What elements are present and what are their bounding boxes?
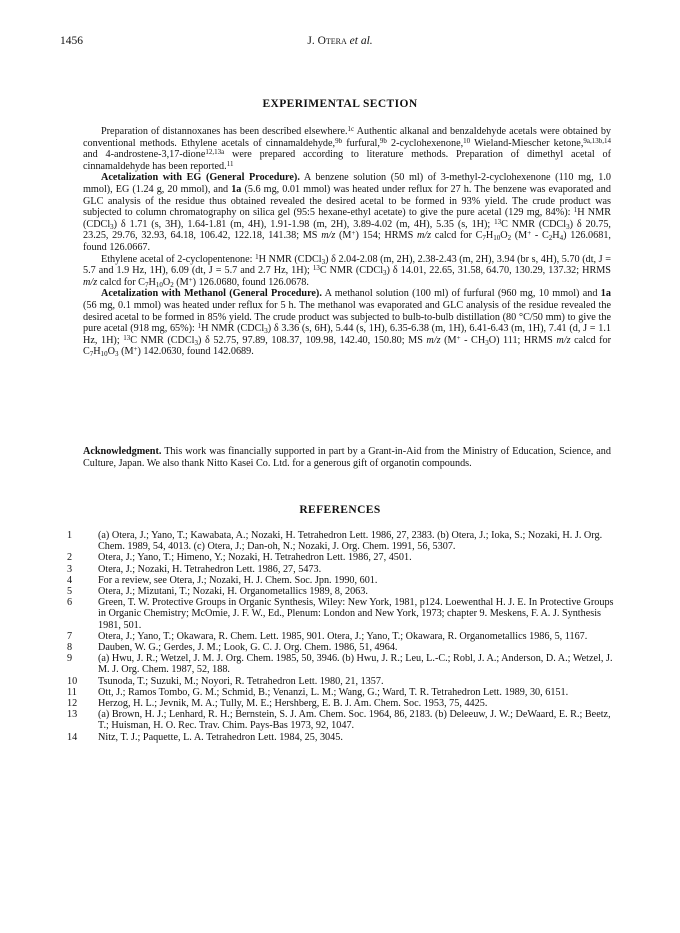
reference-number: 13 [67, 709, 78, 721]
reference-text: Otera, J.; Nozaki, H. Tetrahedron Lett. 1986, 27, 5473. [98, 563, 322, 575]
reference-item [67, 631, 617, 642]
reference-number: 3 [67, 563, 73, 575]
page-number: 1456 [60, 35, 83, 47]
reference-text: Nitz, T. J.; Paquette, L. A. Tetrahedron Lett. 1984, 25, 3045. [98, 731, 343, 743]
reference-text: Green, T. W. Protective Groups in Organic Synthesis, Wiley: New York, 1981, p124. Loewenthal H. J. E. In Protective Groups in Organic Chemistry; McOmie, J. F. W., Ed., Plenum: London and New York, 1973; chapter 9. Meskens, F. A. J. Synthesis 1981, 501. [98, 597, 614, 631]
reference-text: (a) Hwu, J. R.; Wetzel, J. M. J. Org. Chem. 1985, 50, 3946. (b) Hwu, J. R.; Leu, L.-C.; Robl, J. A.; Anderson, D. A.; Wetzel, J. M. J. Org. Chem. 1987, 52, 188. [98, 653, 613, 676]
reference-text: For a review, see Otera, J.; Nozaki, H. J. Chem. Soc. Jpn. 1990, 601. [98, 574, 378, 586]
running-title-suffix: et al. [349, 35, 373, 47]
paragraph-acetalization-methanol: Acetalization with Methanol (General Procedure). A methanol solution (100 ml) of furfural (960 mg, 10 mmol) and 1a (56 mg, 0.1 mmol) was heated under reflux for 5 h. The methanol was evaporated and GLC analysis of the residue revealed the desired acetal to be formed in 85% yield. The crude product was subjected to bulb-to-bulb distillation (80 °C/50 mm) to give the pure acetal (918 mg, 65%): $^1$H NMR (CDCl$_3$) δ 3.36 (s, 6H), 5.44 (s, 1H), 6.35-6.38 (m, 1H), 6.41-6.43 (m, 1H), 7.41 (d, J = 1.1 Hz, 1H); $^{13}$C NMR (CDCl$_3$) δ 52.75, 97.89, 108.37, 109.98, 142.40, 150.80; MS m/z $(M^+ - CH_3O)$ 111; HRMS m/z calcd for $C_7H_{10}O_3$ (M+) 142.0630, found 142.0689. [83, 288, 612, 359]
reference-text: (a) Brown, H. J.; Lenhard, R. H.; Bernstein, S. J. Am. Chem. Soc. 1964, 86, 2183. (b) Deleeuw, J. W.; DeWaard, E. R.; Beetz, T.; Huisman, H. O. Rec. Trav. Chim. Pays-Bas 1973, 92, 1047. [98, 709, 611, 732]
reference-number: 4 [67, 574, 73, 586]
reference-number: 2 [67, 552, 73, 564]
paragraph-preparation: Preparation of distannoxanes has been described elsewhere.$^{1c}$ Authentic alkanal and benzaldehyde acetals were obtained by conventional methods. Ethylene acetals of cinnamaldehyde,$^{9b}$ furfural,$^{9b}$ 2-cyclohexenone,$^{10}$ Wieland-Miescher ketone,$^{9a,13b,14}$ and 4-androstene-3,17-dione$^{12,13a}$ were prepared according to literature methods. Preparation of dimethyl acetal of cinnamaldehyde has been reported.$^{11}$ [83, 125, 612, 172]
references-title: REFERENCES [299, 504, 381, 516]
reference-text: (a) Otera, J.; Yano, T.; Kawabata, A.; Nozaki, H. Tetrahedron Lett. 1986, 27, 2383. (b) Otera, J.; Ioka, S.; Nozaki, H. J. Org. Chem. 1989, 54, 4013. (c) Otera, J.; Dan-oh, N.; Nozaki, J. Org. Chem. 1991, 56, 5307. [98, 530, 603, 553]
reference-number: 8 [67, 642, 73, 654]
running-title [0, 35, 680, 47]
reference-number: 14 [67, 731, 78, 743]
reference-text: Otera, J.; Mizutani, T.; Nozaki, H. Organometallics 1989, 8, 2063. [98, 586, 368, 598]
acknowledgment: Acknowledgment. This work was financially supported in part by a Grant-in-Aid from the Ministry of Education, Science, and Culture, Japan. We also thank Nitto Kasei Co. Ltd. for a generous gift of organotin compounds. [83, 446, 611, 469]
reference-item [67, 575, 617, 586]
reference-number: 11 [67, 686, 77, 698]
reference-item [67, 653, 617, 675]
reference-item [67, 530, 617, 552]
reference-item [67, 687, 617, 698]
reference-number: 5 [67, 586, 73, 598]
experimental-body [83, 126, 611, 358]
reference-item [67, 642, 617, 653]
section-title: EXPERIMENTAL SECTION [262, 98, 418, 110]
reference-text: Otera, J.; Yano, T.; Okawara, R. Chem. Lett. 1985, 901. Otera, J.; Yano, T.; Okawara, R. Organometallics 1986, 5, 1167. [98, 630, 588, 642]
reference-item [67, 698, 617, 709]
reference-text: Tsunoda, T.; Suzuki, M.; Noyori, R. Tetrahedron Lett. 1980, 21, 1357. [98, 675, 384, 687]
paragraph-cyclopentenone: Ethylene acetal of 2-cyclopentenone: $^1$H NMR (CDCl$_3$) δ 2.04-2.08 (m, 2H), 2.38-2.43 (m, 2H), 3.94 (br s, 4H), 5.70 (dt, J = 5.7 and 1.9 Hz, 1H), 6.09 (dt, J = 5.7 and 2.7 Hz, 1H); $^{13}$C NMR (CDCl$_3$) δ 14.01, 22.65, 31.58, 64.70, 130.29, 137.32; HRMS m/z calcd for $C_7H_{10}O_2$ (M+) 126.0680, found 126.0678. [83, 252, 611, 289]
running-title-name: J. Otera [307, 35, 347, 47]
reference-number: 12 [67, 698, 78, 710]
reference-item [67, 586, 617, 597]
paragraph-acetalization-eg: Acetalization with EG (General Procedure). A benzene solution (50 ml) of 3-methyl-2-cyclohexenone (110 mg, 1.0 mmol), EG (1.24 g, 20 mmol), and 1a (5.6 mg, 0.01 mmol) was heated under reflux for 27 h. The benzene was evaporated and GLC analysis of the residue thus obtained revealed the desired acetal to be formed in 93% yield. The crude product was subjected to column chromatography on silica gel (95:5 hexane-ethyl acetate) to give the pure acetal (129 mg, 84%): $^1$H NMR (CDCl$_3$) δ 1.71 (s, 3H), 1.64-1.81 (m, 4H), 1.91-1.98 (m, 2H), 3.89-4.02 (m, 4H), 5.35 (s, 1H); $^{13}$C NMR (CDCl$_3$) δ 20.75, 23.25, 29.76, 32.93, 64.18, 106.42, 122.18, 141.38; MS m/z (M+) 154; HRMS m/z calcd for $C_7H_{10}O_2$ $(M^+ - C_2H_4)$ 126.0681, found 126.0667. [83, 172, 611, 253]
reference-text: Ott, J.; Ramos Tombo, G. M.; Schmid, B.; Venanzi, L. M.; Wang, G.; Ward, T. R. Tetrahedron Lett. 1989, 30, 6151. [98, 686, 569, 698]
reference-number: 9 [67, 653, 73, 665]
reference-number: 6 [67, 597, 73, 609]
acknowledgment-lead: Acknowledgment. [83, 446, 162, 457]
reference-item [67, 676, 617, 687]
reference-number: 10 [67, 675, 78, 687]
reference-number: 1 [67, 530, 73, 541]
reference-item [67, 709, 617, 731]
reference-text: Dauben, W. G.; Gerdes, J. M.; Look, G. C. J. Org. Chem. 1986, 51, 4964. [98, 642, 398, 654]
reference-item [67, 564, 617, 575]
references-list [67, 530, 617, 743]
reference-item [67, 732, 617, 743]
reference-number: 7 [67, 630, 73, 642]
reference-text: Otera, J.; Yano, T.; Himeno, Y.; Nozaki, H. Tetrahedron Lett. 1986, 27, 4501. [98, 552, 412, 564]
reference-item [67, 552, 617, 563]
reference-item [67, 597, 617, 631]
reference-text: Herzog, H. L.; Jevnik, M. A.; Tully, M. E.; Hershberg, E. B. J. Am. Chem. Soc. 1953, 75, 4425. [98, 698, 488, 710]
